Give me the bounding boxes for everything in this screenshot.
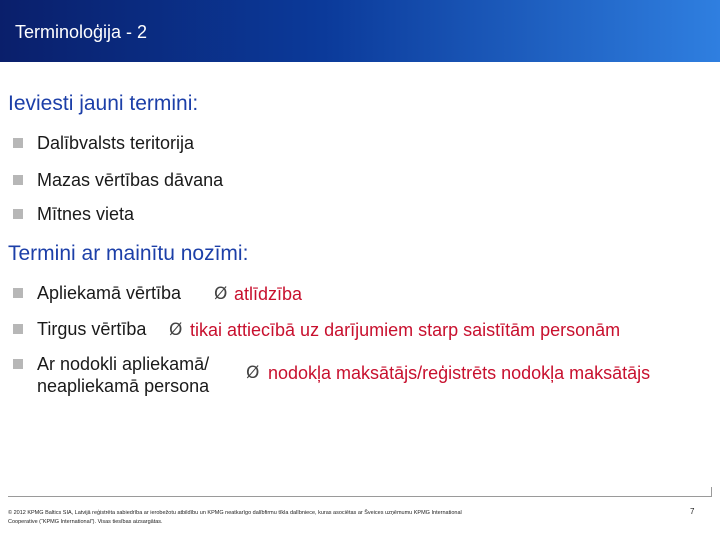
section-heading-changed-terms: Termini ar mainītu nozīmi: (8, 242, 249, 265)
page-number: 7 (690, 507, 695, 516)
slide-title: Terminoloģija - 2 (15, 22, 148, 42)
arrow-right-icon: Ø (246, 363, 260, 383)
list-item: Mītnes vieta (37, 204, 135, 224)
term-label-line2: neapliekamā persona (37, 376, 210, 396)
bullet-square-icon (13, 175, 23, 185)
copyright-notice: © 2012 KPMG Baltics SIA, Latvijā reģistrēta sabiedrība ar ierobežotu atbildību un KPMG neatkarīgo dalībfirmu tīkla dalībniece, kuras asociētas ar Šveices uzņēmumu KPMG International Cooperative (“KPMG International”). Visas tiesības aizsargātas. (8, 510, 462, 525)
arrow-right-icon: Ø (169, 320, 183, 340)
footer-divider-tick (711, 487, 712, 497)
bullet-square-icon (13, 288, 23, 298)
bullet-square-icon (13, 359, 23, 369)
list-item: Mazas vērtības dāvana (37, 170, 224, 190)
term-label: Apliekamā vērtība (37, 283, 182, 303)
section-heading-new-terms: Ieviesti jauni termini: (8, 92, 199, 115)
bullet-square-icon (13, 138, 23, 148)
term-label: Tirgus vērtība (37, 319, 147, 339)
new-meaning-text: tikai attiecībā uz darījumiem starp saistītām personām (190, 320, 621, 340)
bullet-square-icon (13, 324, 23, 334)
arrow-right-icon: Ø (214, 284, 228, 304)
title-bar (0, 0, 720, 62)
list-item: Dalībvalsts teritorija (37, 133, 195, 153)
new-meaning-text: atlīdzība (234, 284, 303, 304)
new-meaning-text: nodokļa maksātājs/reģistrēts nodokļa maksātājs (268, 363, 651, 383)
term-label-line1: Ar nodokli apliekamā/ (37, 354, 210, 374)
bullet-square-icon (13, 209, 23, 219)
footer-divider (8, 496, 712, 497)
